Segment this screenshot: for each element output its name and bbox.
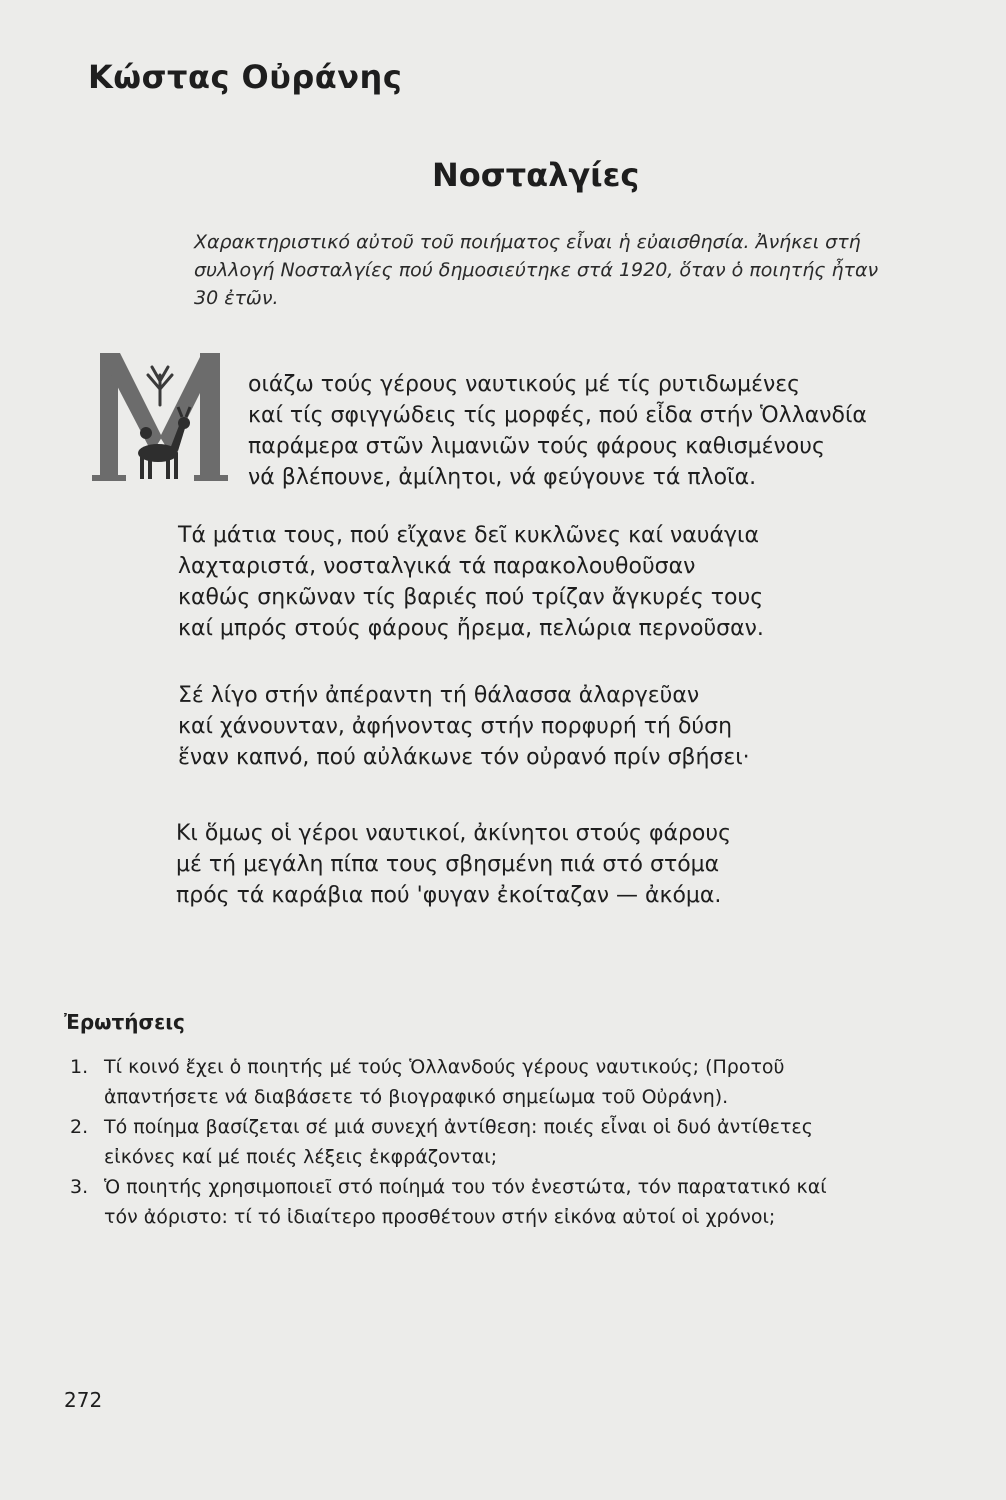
poem-title: Νοσταλγίες xyxy=(432,156,640,194)
author-name: Κώστας Οὐράνης xyxy=(88,58,403,96)
verse-line: καί τίς σφιγγώδεις τίς μορφές, πού εἶδα στήν Ὁλλανδία xyxy=(248,403,867,428)
verse-line: παράμερα στῶν λιμανιῶν τούς φάρους καθισμένους xyxy=(248,434,825,459)
verse-line: οιάζω τούς γέρους ναυτικούς μέ τίς ρυτιδωμένες xyxy=(248,372,801,397)
question-item xyxy=(64,1052,944,1112)
verse-line: Κι ὅμως οἱ γέροι ναυτικοί, ἀκίνητοι στούς φάρους xyxy=(176,821,732,846)
stanza-3 xyxy=(178,680,750,773)
intro-line: 30 ἐτῶν. xyxy=(194,287,279,309)
question-number: 1. xyxy=(70,1056,89,1078)
verse-line: ἕναν καπνό, πού αὐλάκωνε τόν οὐρανό πρίν σβήσει· xyxy=(178,745,750,770)
verse-line: καί χάνουνταν, ἀφήνοντας στήν πορφυρή τή δύση xyxy=(178,714,733,739)
question-item xyxy=(64,1172,944,1232)
questions-list xyxy=(64,1052,944,1232)
decorated-initial-m-icon xyxy=(90,345,230,485)
stanza-2 xyxy=(178,520,764,644)
verse-line: καί μπρός στούς φάρους ἤρεμα, πελώρια περνοῦσαν. xyxy=(178,616,764,641)
intro-note xyxy=(194,228,964,312)
intro-line: Χαρακτηριστικό αὐτοῦ τοῦ ποιήματος εἶναι ἡ εὐαισθησία. Ἀνήκει στή xyxy=(194,231,861,253)
questions-heading: Ἐρωτήσεις xyxy=(64,1010,185,1034)
question-number: 3. xyxy=(70,1176,89,1198)
verse-line: μέ τή μεγάλη πίπα τους σβησμένη πιά στό στόμα xyxy=(176,852,720,877)
verse-line: Σέ λίγο στήν ἀπέραντη τή θάλασσα ἀλαργεῦαν xyxy=(178,683,700,708)
question-line: τόν ἀόριστο: τί τό ἰδιαίτερο προσθέτουν στήν εἰκόνα αὐτοί οἱ χρόνοι; xyxy=(104,1206,776,1228)
verse-line: Τά μάτια τους, πού εἴχανε δεῖ κυκλῶνες καί ναυάγια xyxy=(178,523,759,548)
question-line: Τό ποίημα βασίζεται σέ μιά συνεχή ἀντίθεση: ποιές εἶναι οἱ δυό ἀντίθετες xyxy=(104,1116,813,1138)
intro-line: συλλογή Νοσταλγίες πού δημοσιεύτηκε στά 1920, ὅταν ὁ ποιητής ἦταν xyxy=(194,259,879,281)
verse-line: νά βλέπουνε, ἀμίλητοι, νά φεύγουνε τά πλοῖα. xyxy=(248,465,757,490)
stanza-4 xyxy=(176,818,731,911)
verse-line: πρός τά καράβια πού 'φυγαν ἐκοίταζαν — ἀκόμα. xyxy=(176,883,722,908)
question-line: ἀπαντήσετε νά διαβάσετε τό βιογραφικό σημείωμα τοῦ Οὐράνη). xyxy=(104,1086,729,1108)
page-number: 272 xyxy=(64,1388,103,1412)
question-line: εἰκόνες καί μέ ποιές λέξεις ἐκφράζονται; xyxy=(104,1146,498,1168)
question-line: Τί κοινό ἔχει ὁ ποιητής μέ τούς Ὁλλανδούς γέρους ναυτικούς; (Προτοῦ xyxy=(104,1056,785,1078)
stanza-1 xyxy=(248,369,867,493)
verse-line: λαχταριστά, νοσταλγικά τά παρακολουθοῦσαν xyxy=(178,554,696,579)
question-item xyxy=(64,1112,944,1172)
question-number: 2. xyxy=(70,1116,89,1138)
question-line: Ὁ ποιητής χρησιμοποιεῖ στό ποίημά του τόν ἐνεστώτα, τόν παρατατικό καί xyxy=(104,1176,827,1198)
verse-line: καθώς σηκῶναν τίς βαριές πού τρίζαν ἄγκυρές τους xyxy=(178,585,764,610)
